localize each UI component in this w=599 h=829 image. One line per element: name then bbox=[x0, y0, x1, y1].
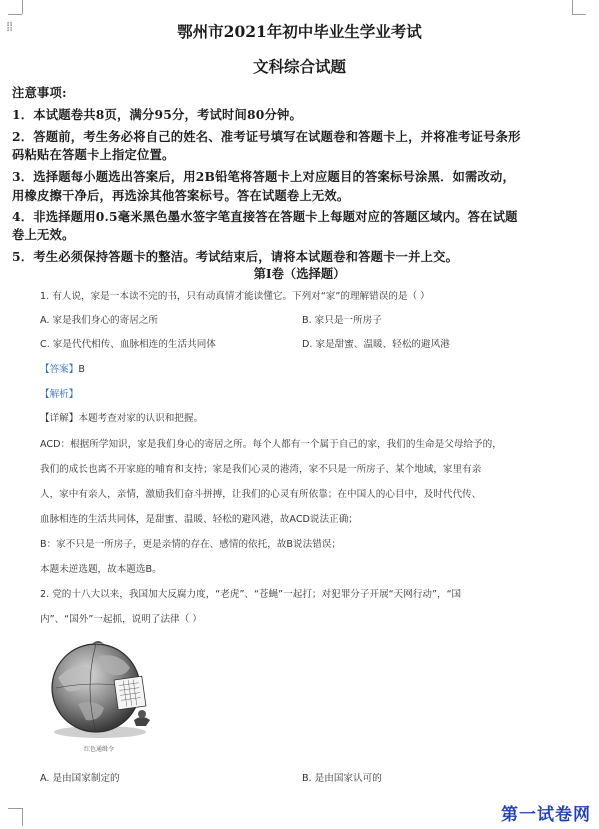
q1-body-line: 人，家中有亲人，亲情，激励我们奋斗拼搏，让我们的心灵有所依靠；在中国人的心目中，及时代代传、 bbox=[40, 489, 482, 500]
drag-handle-icon[interactable]: ⁞⁞ bbox=[6, 20, 13, 35]
image-caption: 红色通缉令 bbox=[84, 746, 115, 753]
q1-body-line: 本题未逆选题，故本题选B。 bbox=[40, 564, 162, 575]
q1-option-d: D. 家是甜蜜、温暖、轻松的避风港 bbox=[302, 339, 450, 350]
note-line: 用橡皮擦干净后，再选涂其他答案标号。答在试题卷上无效。 bbox=[12, 188, 350, 203]
page-title: 鄂州市2021年初中毕业生学业考试 bbox=[177, 22, 422, 41]
notes-heading: 注意事项: bbox=[12, 85, 67, 100]
q1-option-c: C. 家是代代相传、血脉相连的生活共同体 bbox=[40, 339, 216, 350]
note-line: 3．选择题每小题选出答案后，用2B铅笔将答题卡上对应题目的答案标号涂黑．如需改动， bbox=[12, 169, 515, 184]
q1-body-line: 我们的成长也离不开家庭的哺育和支持；家是我们心灵的港湾，家不只是一所房子、某个地域，家里有亲 bbox=[40, 464, 482, 475]
section-title: 第Ⅰ卷（选择题） bbox=[253, 266, 346, 281]
q2-stem-line: 2. 党的十八大以来，我国加大反腐力度，“老虎”、“苍蝇”一起打；对犯罪分子开展“天网行动”，“国 bbox=[40, 589, 462, 600]
q1-option-a: A. 家是我们身心的寄居之所 bbox=[40, 315, 159, 326]
answer-tag: 【答案】 bbox=[40, 364, 79, 375]
note-line: 2．答题前，考生务必将自己的姓名、准考证号填写在试题卷和答题卡上，并将准考证号条形 bbox=[12, 129, 521, 144]
detail-tag: 【详解】 bbox=[40, 413, 79, 424]
crop-mark-top-left-v bbox=[22, 0, 23, 14]
q2-option-b: B. 是由国家认可的 bbox=[302, 773, 382, 784]
note-line: 4．非选择题用0.5毫米黑色墨水签字笔直接答在答题卡上每题对应的答题区域内。答在试题 bbox=[12, 209, 518, 224]
site-watermark: 第一试卷网 bbox=[501, 805, 591, 825]
crop-mark-top-right-v bbox=[572, 0, 573, 14]
crop-mark-top-right-h bbox=[572, 14, 586, 15]
q1-body-line: ACD：根据所学知识，家是我们身心的寄居之所。每个人都有一个属于自己的家，我们的生命是父母给予的， bbox=[40, 439, 502, 450]
detail-text: 本题考查对家的认识和把握。 bbox=[78, 413, 204, 424]
crop-mark-bottom-left-v bbox=[22, 808, 23, 826]
q1-body-line: B：家不只是一所房子，更是亲情的存在、感情的依托，故B说法错误； bbox=[40, 539, 341, 550]
analysis-tag: 【解析】 bbox=[40, 389, 79, 400]
crop-mark-top-left-h bbox=[8, 14, 22, 15]
note-line: 码粘贴在答题卡上指定位置。 bbox=[12, 147, 175, 162]
q1-option-b: B. 家只是一所房子 bbox=[302, 315, 382, 326]
red-notice-globe-illustration bbox=[38, 634, 160, 744]
q1-body-line: 血脉相连的生活共同体，是甜蜜、温暖、轻松的避风港，故ACD说法正确； bbox=[40, 514, 358, 525]
crop-mark-bottom-left-h bbox=[8, 808, 22, 809]
q1-detail bbox=[40, 410, 203, 424]
note-line: 卷上无效。 bbox=[12, 227, 75, 242]
q2-option-a: A. 是由国家制定的 bbox=[40, 773, 120, 784]
answer-value: B bbox=[78, 364, 85, 375]
q2-stem-line: 内”、“国外”一起抓，说明了法律（ ） bbox=[40, 614, 202, 625]
q1-stem: 1. 有人说，家是一本读不完的书，只有动真情才能读懂它。下列对“家”的理解错误的是（ ） bbox=[40, 291, 430, 302]
page-subtitle: 文科综合试题 bbox=[252, 57, 346, 76]
note-line: 1．本试题卷共8页，满分95分，考试时间80分钟。 bbox=[12, 107, 302, 122]
q1-answer bbox=[40, 361, 85, 375]
note-line: 5．考生必须保持答题卡的整洁。考试结束后，请将本试题卷和答题卡一并上交。 bbox=[12, 249, 459, 264]
